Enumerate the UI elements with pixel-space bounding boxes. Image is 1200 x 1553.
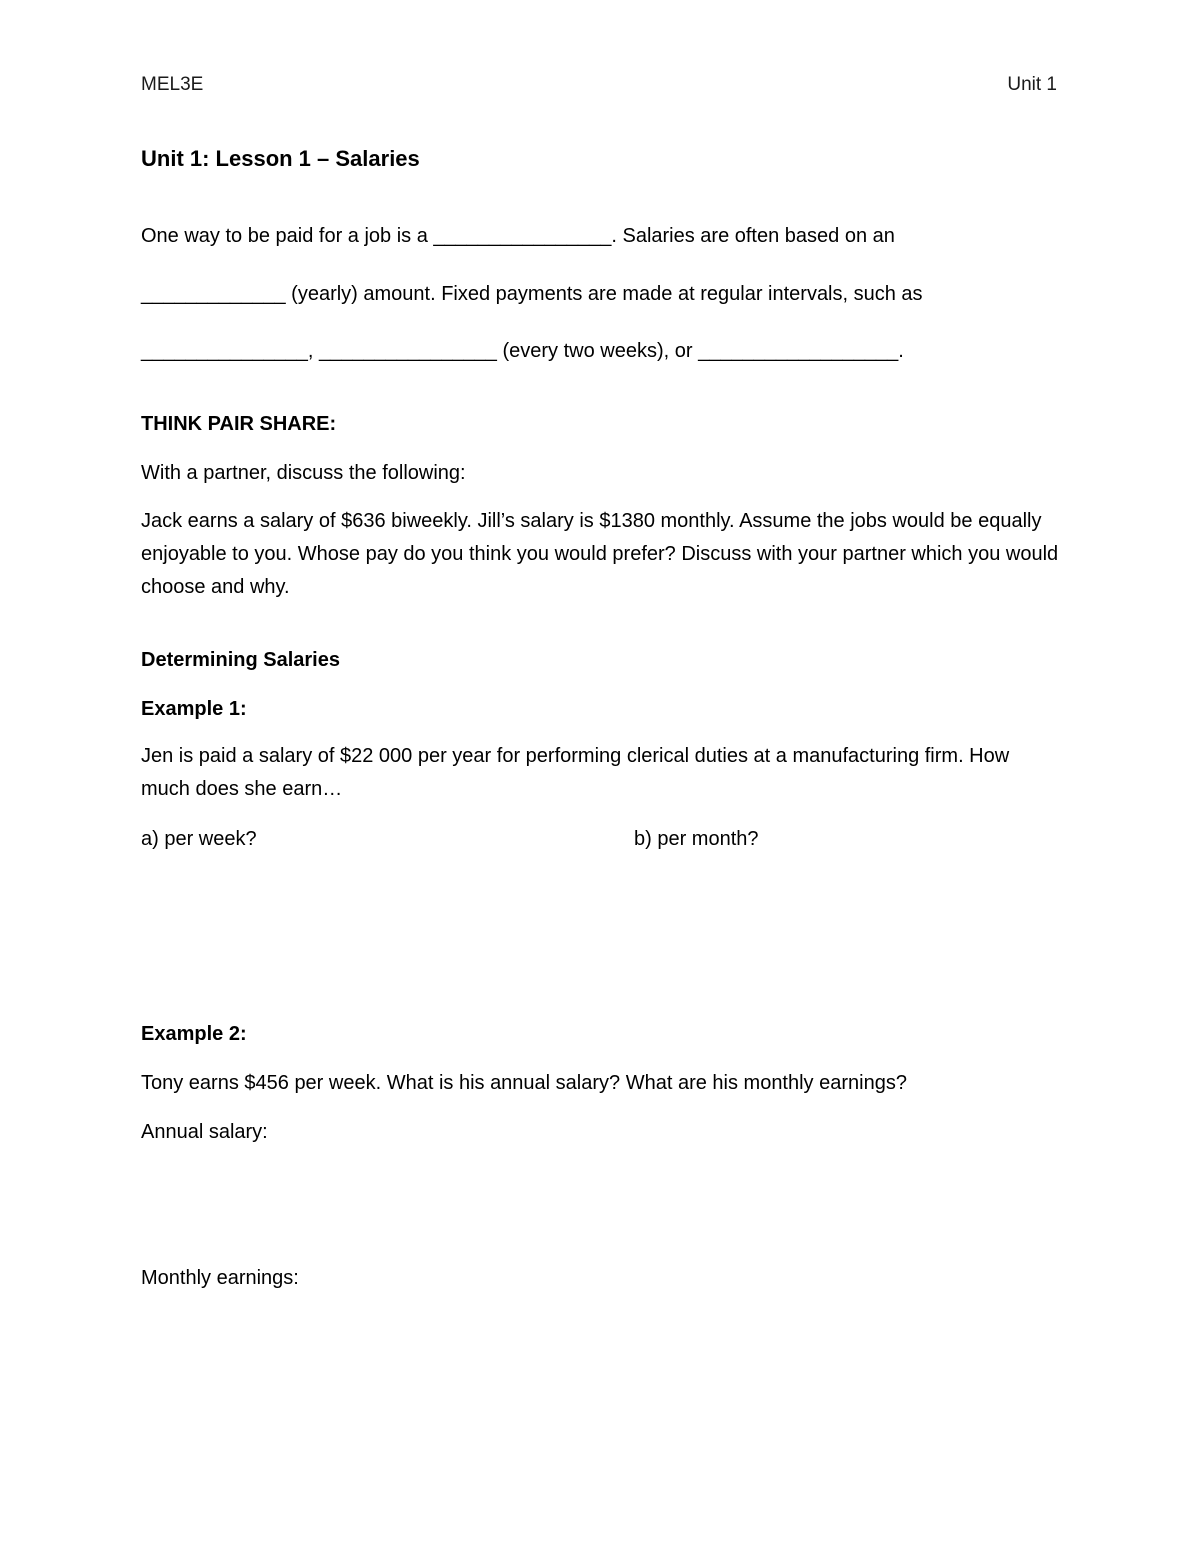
monthly-earnings-label: Monthly earnings: xyxy=(141,1267,299,1289)
example-2-text: Tony earns $456 per week. What is his annual salary? What are his monthly earnings? xyxy=(141,1072,907,1094)
example-1-part-b: b) per month? xyxy=(634,828,759,850)
determining-salaries-heading: Determining Salaries xyxy=(141,649,340,671)
fill-in-line-2: _____________ (yearly) amount. Fixed payments are made at regular intervals, such as xyxy=(141,283,923,305)
example-2-heading: Example 2: xyxy=(141,1023,247,1045)
think-pair-share-intro: With a partner, discuss the following: xyxy=(141,462,466,484)
annual-salary-label: Annual salary: xyxy=(141,1121,268,1143)
page-title: Unit 1: Lesson 1 – Salaries xyxy=(141,146,420,171)
header-course-code: MEL3E xyxy=(141,74,204,95)
example-1-part-a: a) per week? xyxy=(141,828,257,850)
example-1-heading: Example 1: xyxy=(141,698,247,720)
header-unit: Unit 1 xyxy=(1007,74,1057,95)
fill-in-line-1: One way to be paid for a job is a ________________. Salaries are often based on an xyxy=(141,225,895,247)
example-1-text: Jen is paid a salary of $22 000 per year for performing clerical duties at a manufacturing firm. How much does she earn… xyxy=(141,745,1010,800)
fill-in-line-3: _______________, ________________ (every two weeks), or __________________. xyxy=(141,340,904,362)
think-pair-share-heading: THINK PAIR SHARE: xyxy=(141,413,337,435)
think-pair-share-question: Jack earns a salary of $636 biweekly. Jill’s salary is $1380 monthly. Assume the jobs would be equally enjoyable to you. Whose pay do you think you would prefer? Discuss with your partner which you would choose and why. xyxy=(141,510,1059,598)
